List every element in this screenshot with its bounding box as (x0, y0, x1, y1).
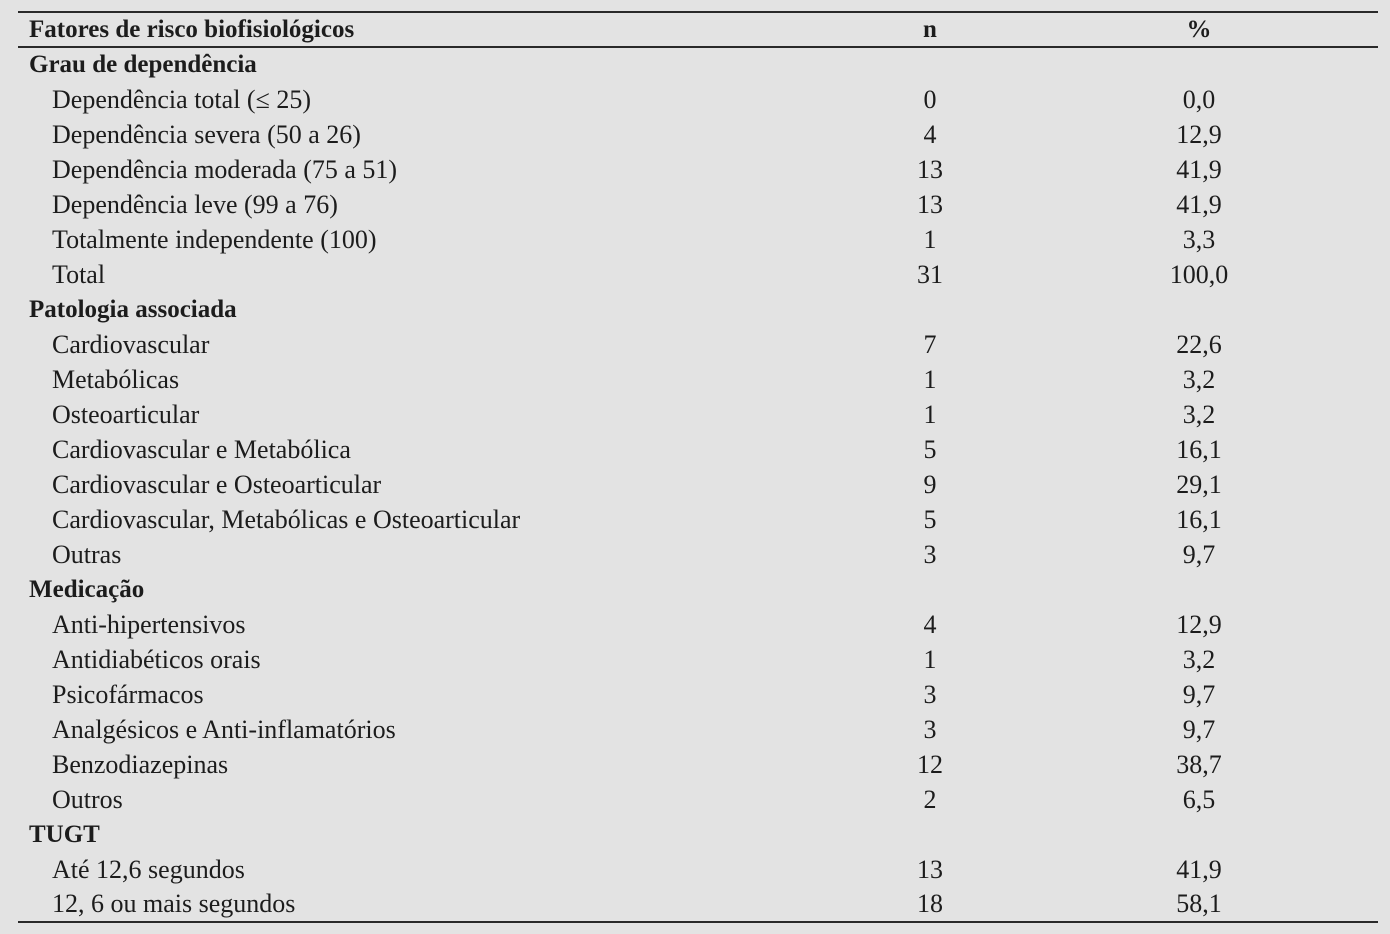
row-label: Antidiabéticos orais (52, 644, 261, 674)
row-n-value: 1 (923, 364, 937, 394)
row-percent-value: 3,2 (1182, 399, 1216, 429)
row-n-value: 5 (923, 434, 937, 464)
table-row (18, 432, 1378, 467)
row-n-value: 1 (923, 399, 937, 429)
row-n-value: 3 (923, 679, 937, 709)
row-percent-value: 100,0 (1169, 259, 1229, 289)
table-row (18, 852, 1378, 887)
row-n-value: 2 (923, 784, 937, 814)
row-label: Dependência total (≤ 25) (52, 84, 311, 114)
header-n: n (923, 15, 937, 43)
row-label: Até 12,6 segundos (52, 854, 245, 884)
empty-cell (1020, 292, 1378, 327)
table-row (18, 712, 1378, 747)
row-label: Totalmente independente (100) (52, 224, 377, 254)
row-label: Benzodiazepinas (52, 749, 229, 779)
row-label: 12, 6 ou mais segundos (52, 889, 296, 918)
row-label: Osteoarticular (52, 399, 200, 429)
section-title: TUGT (29, 820, 100, 848)
table-row (18, 747, 1378, 782)
row-n-value: 3 (923, 539, 937, 569)
row-n-value: 7 (923, 329, 937, 359)
row-percent-value: 58,1 (1176, 889, 1222, 918)
row-n-value: 9 (923, 469, 937, 499)
section-row (18, 292, 1378, 327)
table-row (18, 782, 1378, 817)
table-row (18, 502, 1378, 537)
row-percent-value: 22,6 (1176, 329, 1222, 359)
row-percent-value: 38,7 (1176, 749, 1222, 779)
row-percent-value: 0,0 (1182, 84, 1216, 114)
empty-cell (1020, 572, 1378, 607)
table-row (18, 257, 1378, 292)
header-row (18, 12, 1378, 47)
risk-factors-table (18, 11, 1378, 923)
row-percent-value: 3,2 (1182, 364, 1216, 394)
row-n-value: 4 (923, 609, 937, 639)
row-label: Dependência moderada (75 a 51) (52, 154, 398, 184)
section-row (18, 572, 1378, 607)
row-percent-value: 6,5 (1182, 784, 1216, 814)
row-label: Dependência leve (99 a 76) (52, 189, 338, 219)
row-label: Cardiovascular e Metabólica (52, 434, 351, 464)
row-percent-value: 29,1 (1176, 469, 1222, 499)
row-percent-value: 16,1 (1176, 504, 1222, 534)
row-n-value: 1 (923, 644, 937, 674)
section-row (18, 47, 1378, 82)
row-n-value: 31 (917, 259, 943, 289)
header-percent: % (1186, 15, 1212, 43)
table-row (18, 642, 1378, 677)
row-n-value: 5 (923, 504, 937, 534)
table-row (18, 152, 1378, 187)
empty-cell (840, 572, 1020, 607)
empty-cell (840, 292, 1020, 327)
row-percent-value: 3,2 (1182, 644, 1216, 674)
row-n-value: 18 (917, 889, 943, 918)
row-n-value: 13 (917, 189, 943, 219)
row-percent-value: 41,9 (1176, 189, 1222, 219)
table-row (18, 607, 1378, 642)
table-row (18, 537, 1378, 572)
row-percent-value: 16,1 (1176, 434, 1222, 464)
empty-cell (1020, 817, 1378, 852)
row-percent-value: 41,9 (1176, 854, 1222, 884)
table-row (18, 187, 1378, 222)
row-percent-value: 3,3 (1182, 224, 1216, 254)
row-n-value: 13 (917, 154, 943, 184)
table-row (18, 887, 1378, 922)
empty-cell (840, 817, 1020, 852)
row-percent-value: 9,7 (1182, 539, 1216, 569)
row-n-value: 4 (923, 119, 937, 149)
row-label: Cardiovascular e Osteoarticular (52, 469, 382, 499)
section-title: Patologia associada (29, 295, 237, 323)
table-row (18, 82, 1378, 117)
row-n-value: 13 (917, 854, 943, 884)
table-row (18, 467, 1378, 502)
row-percent-value: 9,7 (1182, 679, 1216, 709)
row-label: Analgésicos e Anti-inflamatórios (52, 714, 396, 744)
row-percent-value: 12,9 (1176, 119, 1222, 149)
table-body (18, 47, 1378, 922)
header-label: Fatores de risco biofisiológicos (29, 15, 355, 43)
table-row (18, 397, 1378, 432)
row-n-value: 3 (923, 714, 937, 744)
table-header (18, 12, 1378, 47)
row-label: Outros (52, 784, 123, 814)
table-row (18, 677, 1378, 712)
row-label: Outras (52, 539, 122, 569)
row-n-value: 1 (923, 224, 937, 254)
row-n-value: 0 (923, 84, 937, 114)
row-label: Cardiovascular (52, 329, 210, 359)
section-row (18, 817, 1378, 852)
section-title: Medicação (29, 575, 145, 603)
row-label: Metabólicas (52, 364, 180, 394)
table-row (18, 362, 1378, 397)
row-label: Total (52, 259, 106, 289)
row-percent-value: 12,9 (1176, 609, 1222, 639)
row-n-value: 12 (917, 749, 943, 779)
row-label: Cardiovascular, Metabólicas e Osteoarticular (52, 504, 521, 534)
row-percent-value: 9,7 (1182, 714, 1216, 744)
section-title: Grau de dependência (29, 51, 257, 78)
row-label: Anti-hipertensivos (52, 609, 246, 639)
empty-cell (1020, 47, 1378, 82)
table-row (18, 117, 1378, 152)
row-label: Dependência severa (50 a 26) (52, 119, 361, 149)
table-row (18, 327, 1378, 362)
row-label: Psicofármacos (52, 679, 204, 709)
table-row (18, 222, 1378, 257)
empty-cell (840, 47, 1020, 82)
row-percent-value: 41,9 (1176, 154, 1222, 184)
